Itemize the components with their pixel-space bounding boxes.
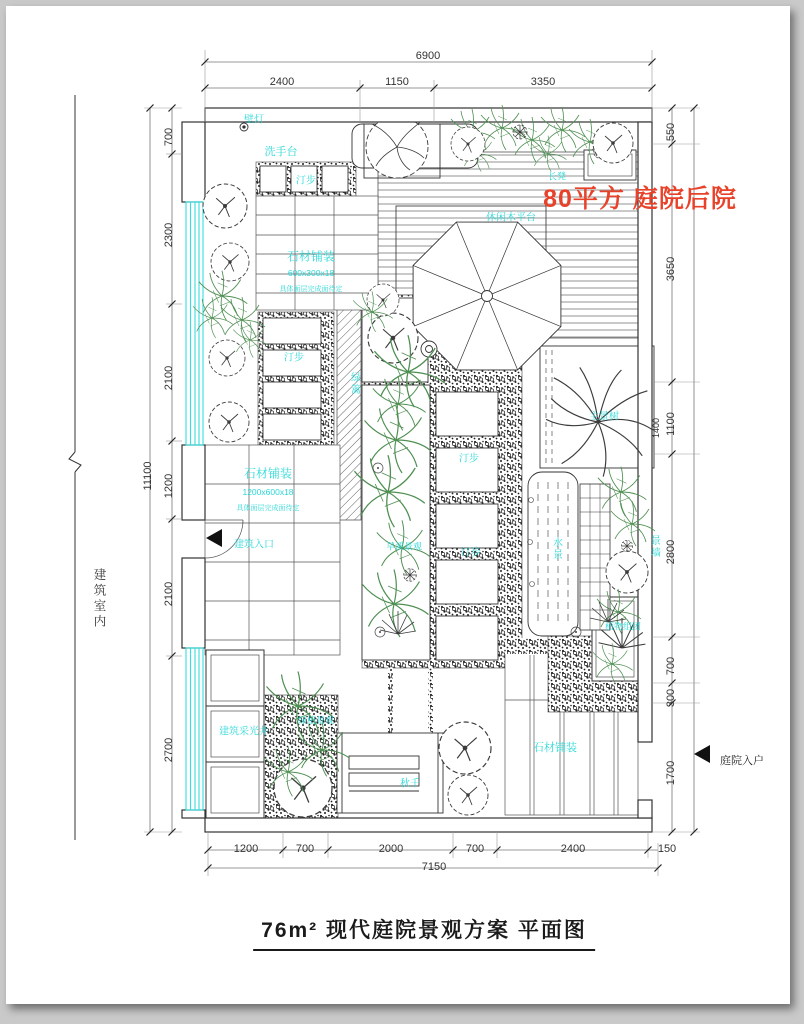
drawing-title: 76m² 现代庭院景观方案 平面图 xyxy=(253,914,595,951)
dim-top-1: 2400 xyxy=(269,76,295,88)
feature-wall xyxy=(580,484,610,630)
dim-top-3: 3350 xyxy=(530,76,556,88)
label-creek-plants: 旱溪景观 xyxy=(385,541,423,552)
label-bench: 长凳 xyxy=(547,171,567,182)
label-stone-b-spec: 1200x600x18 xyxy=(242,487,294,497)
dim-right-2: 3650 xyxy=(665,256,677,282)
label-building-interior: 建筑室内 xyxy=(92,568,106,630)
dim-bottom-1: 1200 xyxy=(233,843,259,855)
dim-bottom-3: 2000 xyxy=(378,843,404,855)
label-deck: 休闲木平台 xyxy=(486,212,536,224)
dim-inner-1400: 1400 xyxy=(651,417,661,439)
dim-bottom-6: 150 xyxy=(657,843,677,855)
dim-left-6: 2700 xyxy=(163,737,175,763)
label-entrance-building: 建筑入口 xyxy=(234,539,274,551)
label-stone-a: 石材铺装 xyxy=(286,249,336,264)
label-main-tree: 主景树 xyxy=(589,411,619,423)
label-plant-group: 植物组团 xyxy=(604,621,642,632)
dim-left-1: 700 xyxy=(163,127,175,147)
label-stone-b: 石材铺装 xyxy=(243,466,293,481)
label-light-well: 建筑采光井 xyxy=(219,726,269,738)
dim-right-7: 1700 xyxy=(665,760,677,786)
label-green-scene: 绿植景观 xyxy=(297,715,335,726)
label-stone-plaza: 石材铺装 xyxy=(533,742,577,754)
label-stepping-4: 汀步 xyxy=(461,547,481,559)
dim-bottom-4: 700 xyxy=(465,843,485,855)
hedge-strip xyxy=(337,300,361,520)
dim-bottom-5: 2400 xyxy=(560,843,586,855)
dim-left-4: 1200 xyxy=(163,473,175,499)
dim-bottom-overall: 7150 xyxy=(421,861,447,873)
stone-paving-b xyxy=(205,445,340,655)
dim-bottom-2: 700 xyxy=(295,843,315,855)
label-water: 水景 xyxy=(550,537,562,561)
stepping-pads-top xyxy=(260,166,348,192)
label-stepping-2: 汀步 xyxy=(284,352,304,364)
plan-drawing xyxy=(6,6,790,1004)
dim-right-6: 300 xyxy=(665,688,677,708)
red-area-note: 80平方 庭院后院 xyxy=(543,185,737,213)
dim-left-3: 2100 xyxy=(163,365,175,391)
dim-right-1: 550 xyxy=(665,122,677,142)
dim-top-overall: 6900 xyxy=(415,50,441,62)
stone-paving-a xyxy=(256,196,378,310)
water-feature xyxy=(528,472,579,636)
label-entrance-courtyard: 庭院入户 xyxy=(720,755,764,767)
dim-left-5: 2100 xyxy=(163,581,175,607)
label-stepping-3: 汀步 xyxy=(459,453,479,465)
light-well xyxy=(206,650,264,818)
label-stone-a-note: 具体面层完成面待定 xyxy=(279,286,343,293)
courtyard-entry-arrow xyxy=(694,745,710,763)
label-swing: 秋千 xyxy=(400,778,420,790)
dim-right-4: 2800 xyxy=(665,539,677,565)
label-wash-basin: 洗手台 xyxy=(264,146,298,158)
building-line xyxy=(69,95,81,840)
dim-right-3: 1100 xyxy=(665,412,677,436)
dim-top-2: 1150 xyxy=(385,76,409,88)
label-feature-wall: 景墙 xyxy=(648,535,660,559)
label-stone-a-spec: 600x300x18 xyxy=(287,268,335,278)
drawing-page xyxy=(6,6,790,1004)
swing xyxy=(337,733,443,813)
dim-right-5: 700 xyxy=(665,656,677,676)
label-wall-lamp: 壁灯 xyxy=(244,114,264,126)
label-stone-b-note: 具体面层完成面待定 xyxy=(236,505,300,512)
label-stepping-1: 汀步 xyxy=(296,175,316,187)
dim-left-overall: 11100 xyxy=(142,461,154,491)
dim-left-2: 2300 xyxy=(163,222,175,248)
label-hedge: 绿篱 xyxy=(348,372,360,396)
